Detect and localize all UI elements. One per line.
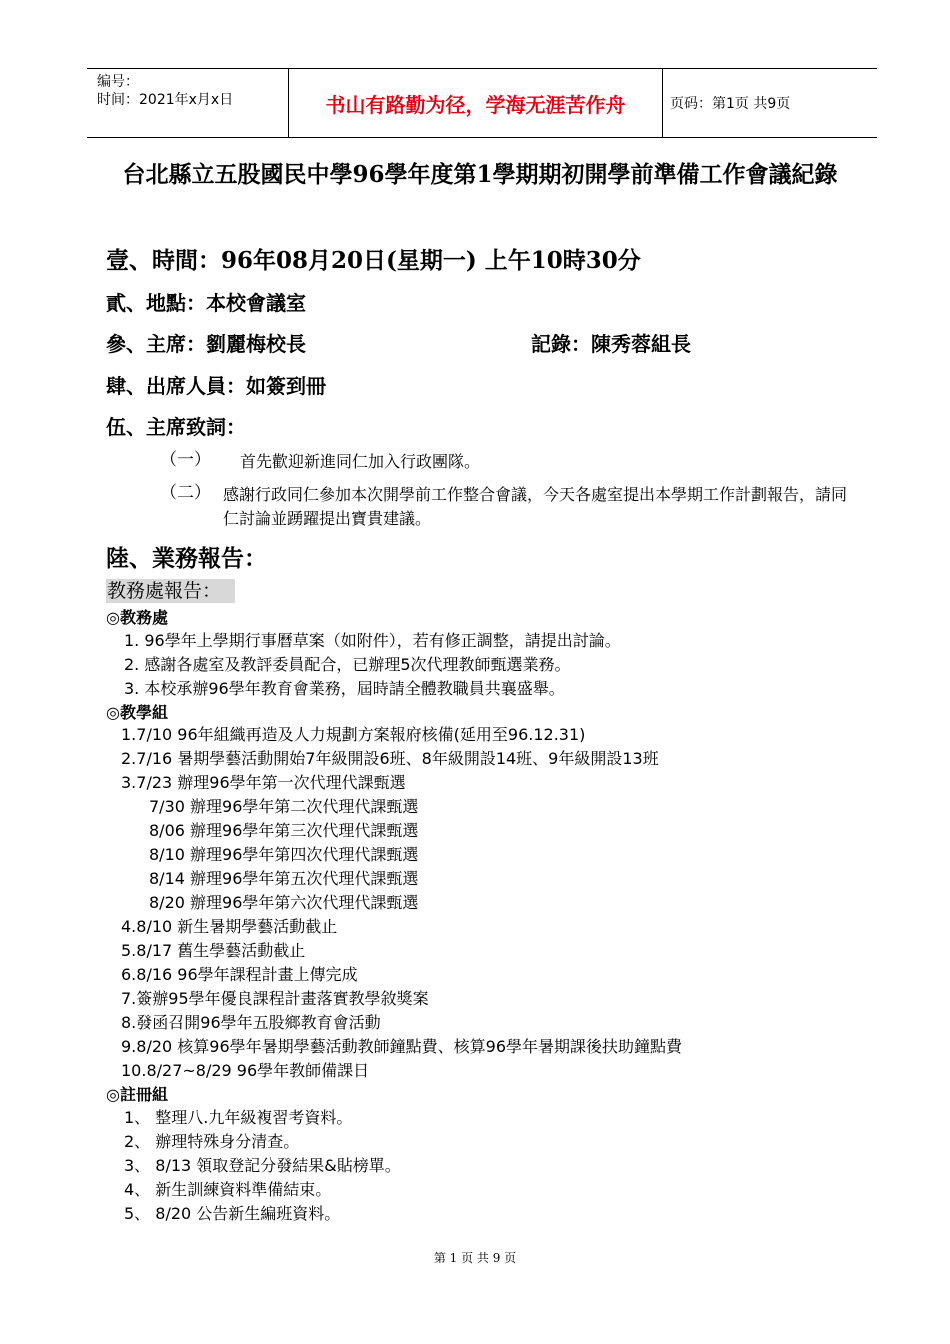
section-attendees: 肆、出席人員：如簽到冊 [106,374,326,398]
list-item: 9.8/20 核算96學年暑期學藝活動教師鐘點費、核算96學年暑期課後扶助鐘點費 [121,1037,683,1056]
speech-item-1-text: 首先歡迎新進同仁加入行政團隊。 [240,452,481,471]
section-time: 壹、時間：96年08月20日(星期一) 上午10時30分 [106,247,641,274]
section-report: 陸、業務報告： [106,545,267,572]
list-item: 8/20 辦理96學年第六次代理代課甄選 [149,893,419,912]
list-item: 3.7/23 辦理96學年第一次代理代課甄選 [121,773,406,792]
list-item: 8/06 辦理96學年第三次代理代課甄選 [149,821,419,840]
list-item: 2. 感謝各處室及教評委員配合，已辦理5次代理教師甄選業務。 [124,655,571,674]
list-item: 10.8/27~8/29 96學年教師備課日 [121,1061,370,1080]
section-place: 貳、地點：本校會議室 [106,291,306,315]
section-recorder: 記錄：陳秀蓉組長 [531,332,691,356]
page-header [87,68,877,138]
speech-item-2-num: （二） [160,483,211,503]
list-item: 5、 8/20 公告新生編班資料。 [124,1204,341,1223]
academic-heading: ◎教務處 [106,608,168,627]
speech-item-2-text: 感謝行政同仁參加本次開學前工作整合會議，今天各處室提出本學期工作計劃報告，請同仁討論並踴躍提出寶貴建議。 [223,485,848,528]
list-item: 1. 96學年上學期行事曆草案（如附件），若有修正調整，請提出討論。 [124,631,621,650]
page-footer: 第 1 页 共 9 页 [433,1251,517,1265]
list-item: 5.8/17 舊生學藝活動截止 [121,941,306,960]
list-item: 3. 本校承辦96學年教育會業務，屆時請全體教職員共襄盛舉。 [124,679,565,698]
list-item: 1、 整理八.九年級複習考資料。 [124,1108,353,1127]
section-chair: 參、主席：劉麗梅校長 [106,332,306,356]
list-item: 8/10 辦理96學年第四次代理代課甄選 [149,845,419,864]
list-item: 7/30 辦理96學年第二次代理代課甄選 [149,797,419,816]
list-item: 3、 8/13 領取登記分發結果&貼榜單。 [124,1156,401,1175]
list-item: 2、 辦理特殊身分清查。 [124,1132,300,1151]
section-speech: 伍、主席致詞： [106,415,246,439]
header-time: 时间：2021年x月x日 [97,92,234,108]
header-page-number: 页码：第1页 共9页 [670,96,791,112]
registry-heading: ◎註冊組 [106,1085,168,1104]
list-item: 2.7/16 暑期學藝活動開始7年級開設6班、8年級開設14班、9年級開設13班 [121,749,659,768]
list-item: 4、 新生訓練資料準備結束。 [124,1180,332,1199]
list-item: 8.發函召開96學年五股鄉教育會活動 [121,1013,381,1032]
list-item: 4.8/10 新生暑期學藝活動截止 [121,917,338,936]
office-report-label: 教務處報告： [106,579,235,603]
list-item: 1.7/10 96年組織再造及人力規劃方案報府核備(延用至96.12.31) [121,725,586,744]
header-meta [97,73,233,109]
document-title: 台北縣立五股國民中學96學年度第1學期期初開學前準備工作會議紀錄 [122,161,838,188]
list-item: 8/14 辦理96學年第五次代理代課甄選 [149,869,419,888]
list-item: 6.8/16 96學年課程計畫上傳完成 [121,965,358,984]
list-item: 7.簽辦95學年優良課程計畫落實教學敘獎案 [121,989,429,1008]
header-slogan: 书山有路勤为径，学海无涯苦作舟 [288,69,663,137]
speech-item-1-num: （一） [160,450,211,470]
header-number: 编号： [97,74,139,90]
teaching-heading: ◎教學組 [106,703,168,722]
